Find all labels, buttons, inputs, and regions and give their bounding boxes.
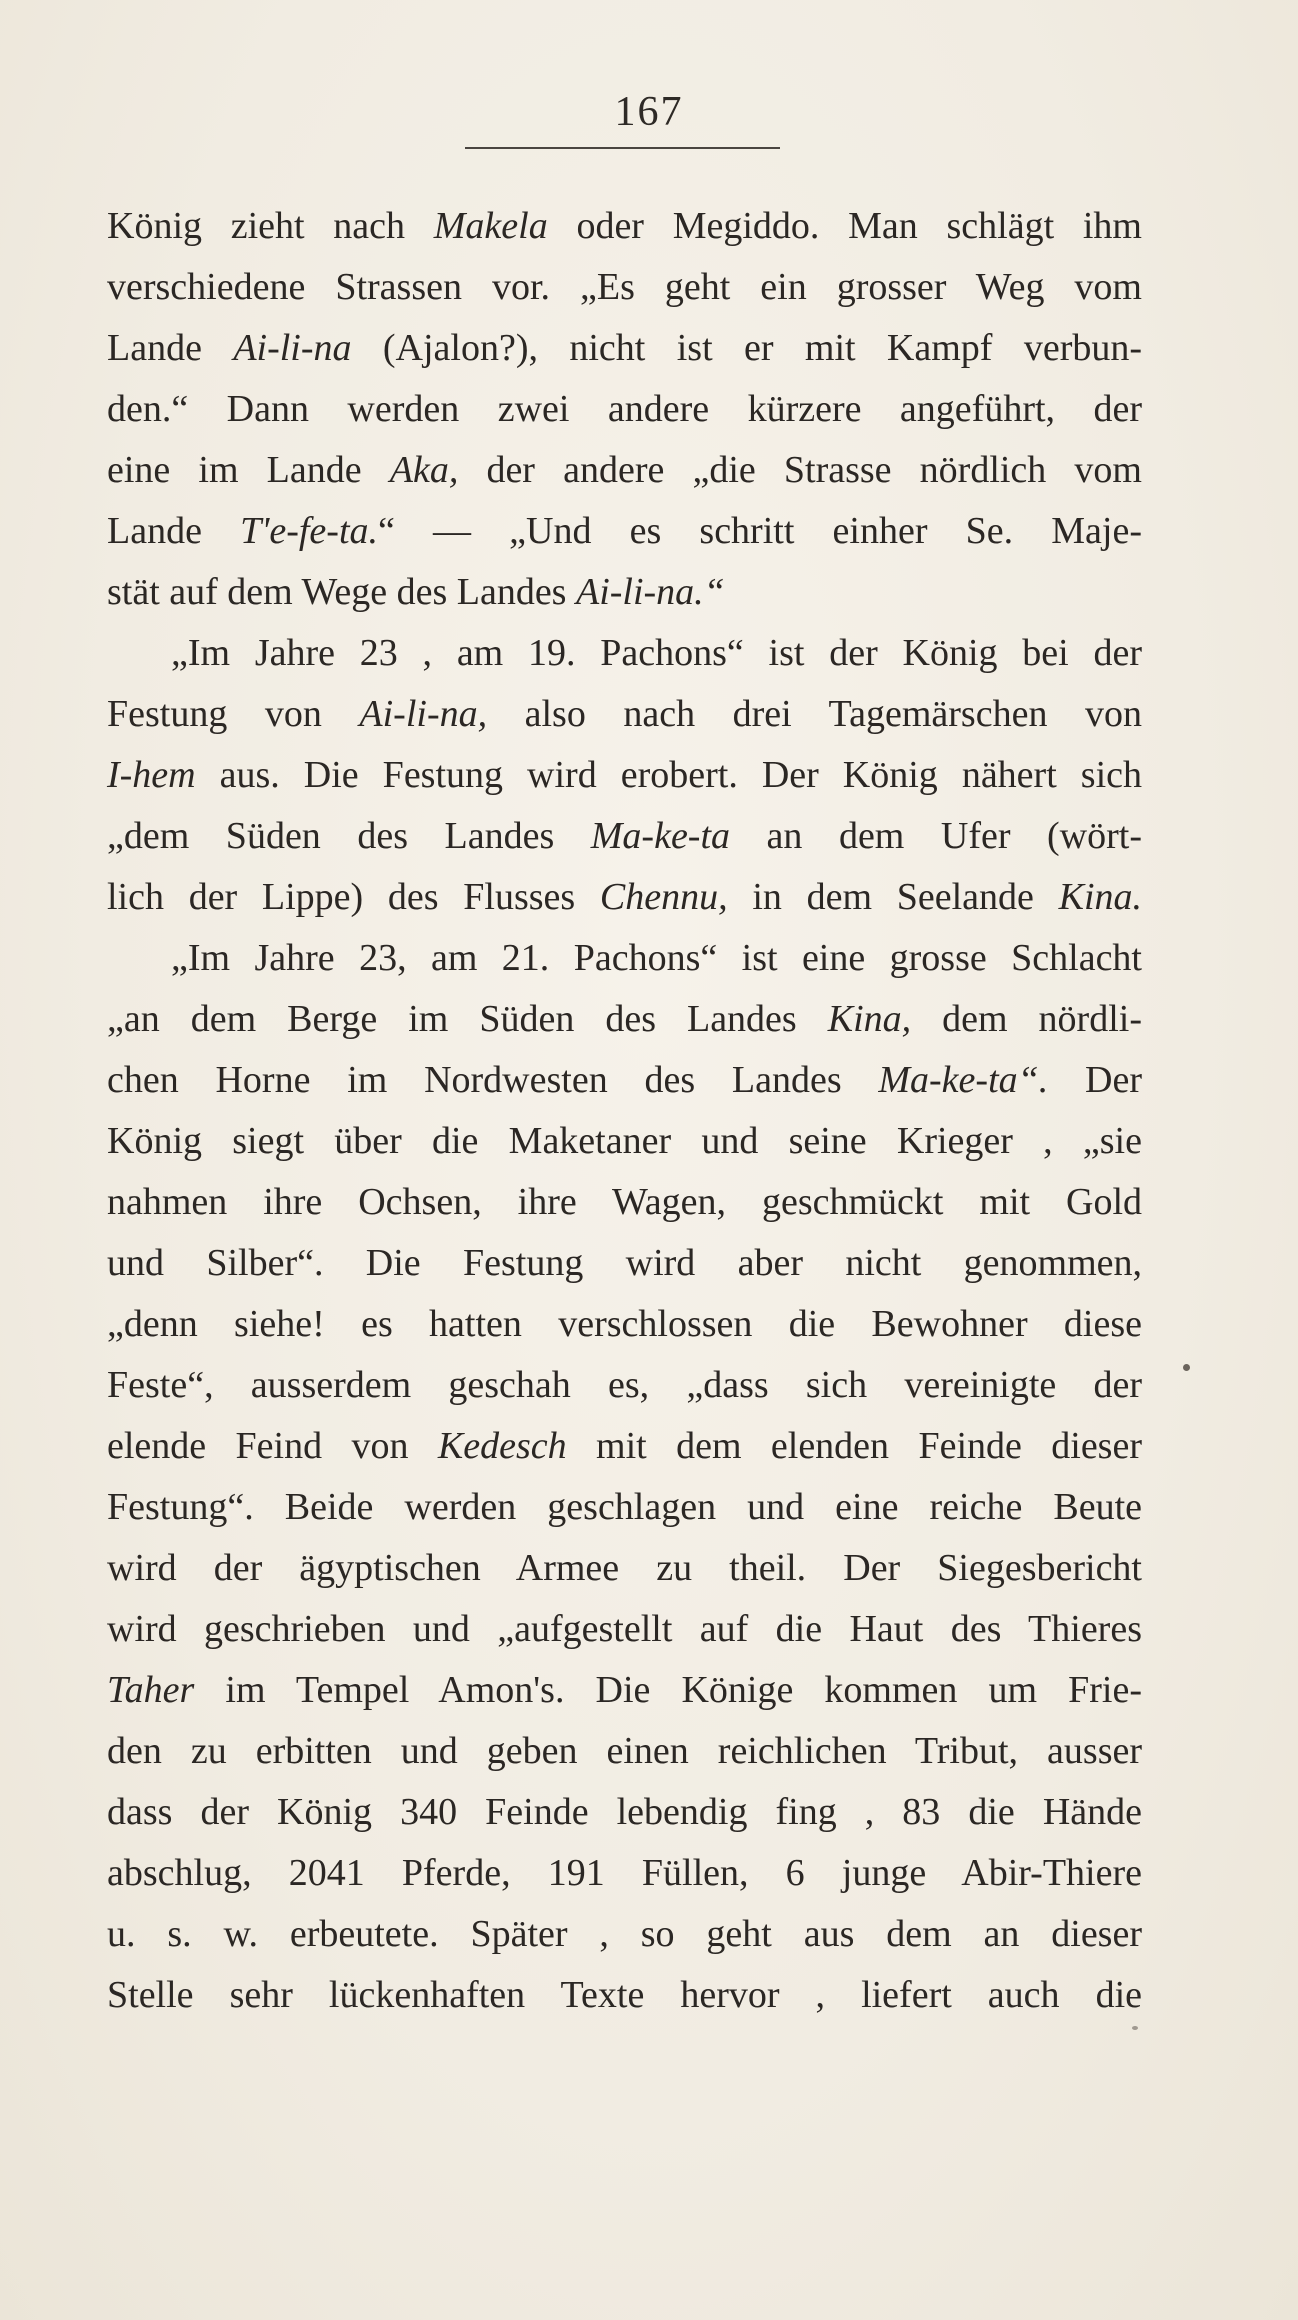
italic-term: Ai-li-na,	[359, 693, 488, 735]
text-segment: Stelle sehr lückenhaften Texte hervor , liefert auch die	[107, 1974, 1142, 2016]
text-segment: elende Feind von	[107, 1425, 438, 1467]
text-segment: u. s. w. erbeutete. Später , so geht aus dem an dieser	[107, 1913, 1142, 1955]
text-line	[107, 1965, 1142, 2026]
text-line	[107, 1294, 1142, 1355]
text-line	[107, 745, 1142, 806]
header-rule	[465, 147, 780, 149]
text-line	[107, 1660, 1142, 1721]
text-line	[107, 1233, 1142, 1294]
italic-term: Ma-ke-ta“.	[878, 1059, 1049, 1101]
text-segment: der andere „die Strasse nördlich vom	[458, 449, 1142, 491]
page-number: 167	[614, 89, 684, 135]
text-segment: verschiedene Strassen vor. „Es geht ein grosser Weg vom	[107, 266, 1142, 308]
text-segment: „an dem Berge im Süden des Landes	[107, 998, 828, 1040]
text-segment: eine im Lande	[107, 449, 390, 491]
italic-term: Kedesch	[437, 1425, 567, 1467]
text-line	[107, 501, 1142, 562]
text-segment: oder Megiddo. Man schlägt ihm	[547, 205, 1142, 247]
text-line	[107, 623, 1142, 684]
body-text	[107, 196, 1142, 2026]
text-segment: in dem Seelande	[727, 876, 1059, 918]
text-segment: wird geschrieben und „aufgestellt auf die Haut des Thieres	[107, 1608, 1142, 1650]
text-segment: nahmen ihre Ochsen, ihre Wagen, geschmückt mit Gold	[107, 1181, 1142, 1223]
text-segment: Festung“. Beide werden geschlagen und eine reiche Beute	[107, 1486, 1142, 1528]
text-line	[107, 1599, 1142, 1660]
italic-term: Ma-ke-ta	[590, 815, 731, 857]
text-line	[107, 379, 1142, 440]
text-line	[107, 989, 1142, 1050]
italic-term: Taher	[107, 1669, 195, 1711]
text-line	[107, 867, 1142, 928]
italic-term: Kina.	[1058, 876, 1142, 918]
text-segment: König zieht nach	[107, 205, 434, 247]
text-line	[107, 1782, 1142, 1843]
text-segment: Feste“, ausserdem geschah es, „dass sich vereinigte der	[107, 1364, 1142, 1406]
text-line	[107, 1050, 1142, 1111]
italic-term: Kina,	[827, 998, 912, 1040]
text-line	[107, 1904, 1142, 1965]
text-segment: und Silber“. Die Festung wird aber nicht genommen,	[107, 1242, 1142, 1284]
text-segment: wird der ägyptischen Armee zu theil. Der Siegesbericht	[107, 1547, 1142, 1589]
text-line	[107, 1111, 1142, 1172]
text-segment: abschlug, 2041 Pferde, 191 Füllen, 6 junge Abir-Thiere	[107, 1852, 1142, 1894]
text-segment: Lande	[107, 510, 241, 552]
text-segment: aus. Die Festung wird erobert. Der König nähert sich	[195, 754, 1142, 796]
text-line	[107, 562, 1142, 623]
text-line	[107, 1172, 1142, 1233]
italic-term: Ai-li-na.“	[575, 571, 725, 613]
text-segment: an dem Ufer (wört-	[730, 815, 1142, 857]
text-line	[107, 257, 1142, 318]
italic-term: T'e-fe-ta.	[240, 510, 379, 552]
text-segment: chen Horne im Nordwesten des Landes	[107, 1059, 879, 1101]
text-segment: den.“ Dann werden zwei andere kürzere angeführt, der	[107, 388, 1142, 430]
text-segment: „Im Jahre 23 , am 19. Pachons“ ist der König bei der	[171, 632, 1142, 674]
text-segment: dem nördli-	[911, 998, 1142, 1040]
text-line	[107, 440, 1142, 501]
text-segment: Festung von	[107, 693, 360, 735]
print-speck	[1183, 1364, 1190, 1371]
text-line	[107, 928, 1142, 989]
text-line	[107, 1843, 1142, 1904]
text-segment: „dem Süden des Landes	[107, 815, 591, 857]
text-line	[107, 196, 1142, 257]
text-segment: mit dem elenden Feinde dieser	[566, 1425, 1142, 1467]
text-segment: den zu erbitten und geben einen reichlichen Tribut, ausser	[107, 1730, 1142, 1772]
text-segment: dass der König 340 Feinde lebendig fing , 83 die Hände	[107, 1791, 1142, 1833]
italic-term: Makela	[433, 205, 548, 247]
italic-term: Aka,	[389, 449, 459, 491]
text-segment: im Tempel Amon's. Die Könige kommen um Frie-	[194, 1669, 1142, 1711]
text-line	[107, 806, 1142, 867]
text-line	[107, 1477, 1142, 1538]
text-line	[107, 1721, 1142, 1782]
italic-term: Chennu,	[599, 876, 728, 918]
italic-term: I-hem	[107, 754, 196, 796]
text-line	[107, 1538, 1142, 1599]
text-line	[107, 1416, 1142, 1477]
text-segment: König siegt über die Maketaner und seine Krieger , „sie	[107, 1120, 1142, 1162]
text-segment: (Ajalon?), nicht ist er mit Kampf verbun-	[351, 327, 1143, 369]
print-speck	[1132, 2026, 1138, 2030]
text-segment: Der	[1048, 1059, 1142, 1101]
text-line	[107, 318, 1142, 379]
italic-term: Ai-li-na	[233, 327, 352, 369]
text-segment: lich der Lippe) des Flusses	[107, 876, 600, 918]
text-segment: Lande	[107, 327, 234, 369]
text-segment: also nach drei Tagemärschen von	[487, 693, 1142, 735]
text-segment: “ — „Und es schritt einher Se. Maje-	[378, 510, 1142, 552]
text-segment: „denn siehe! es hatten verschlossen die Bewohner diese	[107, 1303, 1142, 1345]
text-segment: „Im Jahre 23, am 21. Pachons“ ist eine grosse Schlacht	[171, 937, 1142, 979]
text-line	[107, 684, 1142, 745]
text-segment: stät auf dem Wege des Landes	[107, 571, 576, 613]
text-line	[107, 1355, 1142, 1416]
